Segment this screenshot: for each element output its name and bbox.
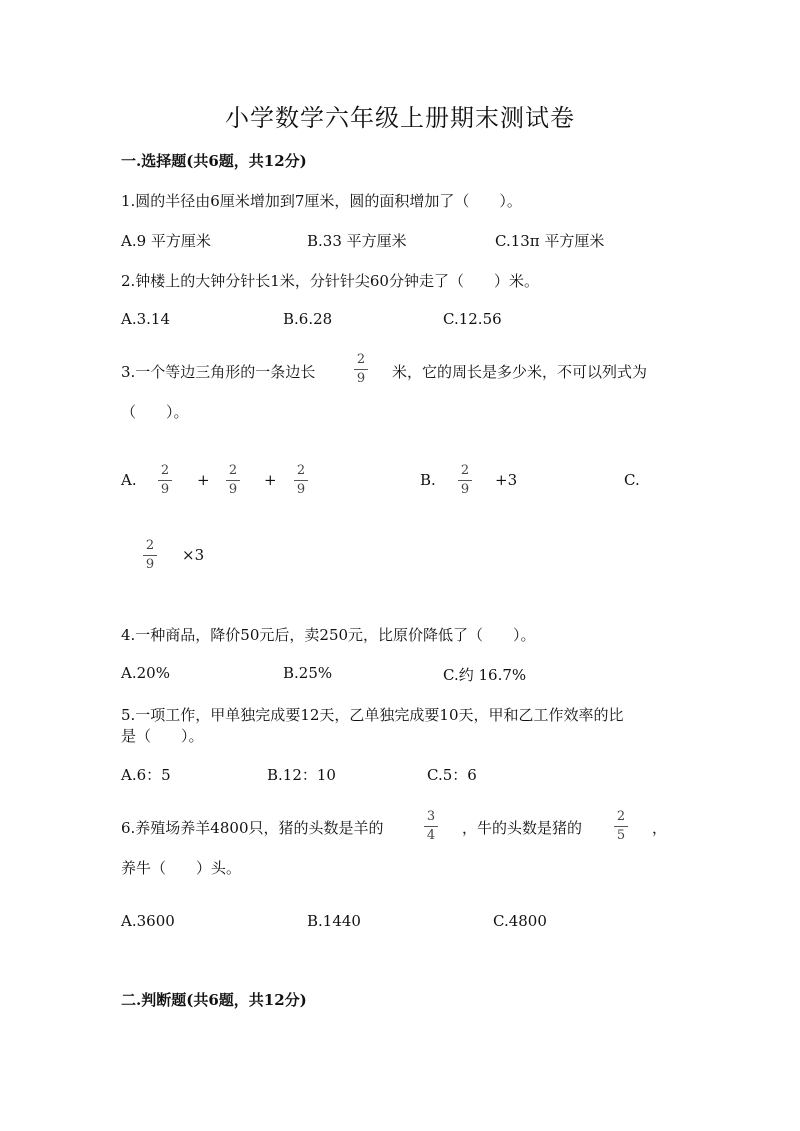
fraction-numerator: 2 — [145, 538, 155, 553]
fraction-numerator: 2 — [460, 463, 470, 478]
fraction-numerator: 2 — [228, 463, 238, 478]
question-6-text-end: ， — [652, 819, 668, 837]
page-title: 小学数学六年级上册期末测试卷 — [225, 104, 575, 132]
q4-option-a: A.20% — [121, 664, 170, 682]
q1-option-c: C.13π 平方厘米 — [495, 232, 605, 250]
fraction-bar — [458, 480, 472, 481]
fraction-denominator: 9 — [145, 557, 155, 572]
q1-option-b: B.33 平方厘米 — [307, 232, 407, 250]
q3-option-c-tail: ×3 — [182, 546, 205, 564]
q5-option-a: A.6：5 — [121, 766, 171, 784]
q3-option-b-fraction — [458, 463, 472, 497]
fraction-bar — [226, 480, 240, 481]
fraction-numerator: 2 — [296, 463, 306, 478]
q3-fraction — [354, 352, 368, 386]
q3-option-a-fraction-3 — [294, 463, 308, 497]
q6-option-a: A.3600 — [121, 912, 175, 930]
section-heading-choice: 一.选择题(共6题，共12分) — [121, 152, 307, 170]
fraction-bar — [614, 826, 628, 827]
fraction-bar — [294, 480, 308, 481]
question-5-line-1: 5.一项工作，甲单独完成要12天，乙单独完成要10天，甲和乙工作效率的比 — [121, 706, 624, 724]
fraction-numerator: 2 — [160, 463, 170, 478]
question-3-text-after: 米，它的周长是多少米，不可以列式为 — [392, 363, 648, 381]
q1-option-a: A.9 平方厘米 — [121, 232, 211, 250]
q2-option-b: B.6.28 — [283, 310, 333, 328]
q6-fraction-sheep — [424, 809, 438, 843]
q4-option-b: B.25% — [283, 664, 333, 682]
question-6-text-mid: ，牛的头数是猪的 — [462, 819, 583, 837]
q4-option-c: C.约 16.7% — [443, 666, 527, 684]
fraction-denominator: 4 — [426, 828, 436, 843]
fraction-bar — [424, 826, 438, 827]
question-6-line-2: 养牛（ ）头。 — [121, 859, 242, 877]
question-1: 1.圆的半径由6厘米增加到7厘米，圆的面积增加了（ ）。 — [121, 192, 522, 210]
fraction-numerator: 2 — [616, 809, 626, 824]
q6-option-c: C.4800 — [493, 912, 547, 930]
q5-option-b: B.12：10 — [267, 766, 336, 784]
fraction-bar — [354, 369, 368, 370]
plus-sign: + — [264, 471, 277, 489]
q3-option-c-fraction — [143, 538, 157, 572]
section-heading-judgment: 二.判断题(共6题，共12分) — [121, 991, 307, 1009]
q3-option-b-label: B. — [420, 471, 436, 489]
question-3-text-before: 3.一个等边三角形的一条边长 — [121, 363, 316, 381]
q3-option-c-label: C. — [624, 471, 640, 489]
question-6-text-before: 6.养殖场养羊4800只，猪的头数是羊的 — [121, 819, 384, 837]
q2-option-a: A.3.14 — [121, 310, 170, 328]
fraction-denominator: 9 — [160, 482, 170, 497]
q6-fraction-pig — [614, 809, 628, 843]
question-5-line-2: 是（ ）。 — [121, 727, 204, 745]
fraction-denominator: 9 — [356, 371, 366, 386]
q5-option-c: C.5：6 — [427, 766, 477, 784]
q6-option-b: B.1440 — [307, 912, 361, 930]
fraction-bar — [143, 555, 157, 556]
fraction-denominator: 5 — [616, 828, 626, 843]
fraction-denominator: 9 — [296, 482, 306, 497]
fraction-denominator: 9 — [228, 482, 238, 497]
q3-option-a-fraction-2 — [226, 463, 240, 497]
question-2: 2.钟楼上的大钟分针长1米，分针针尖60分钟走了（ ）米。 — [121, 272, 539, 290]
question-4: 4.一种商品，降价50元后，卖250元，比原价降低了（ ）。 — [121, 626, 536, 644]
q3-option-a-label: A. — [121, 471, 137, 489]
q3-option-b-tail: +3 — [495, 471, 518, 489]
q3-option-a-fraction-1 — [158, 463, 172, 497]
plus-sign: + — [197, 471, 210, 489]
q2-option-c: C.12.56 — [443, 310, 502, 328]
fraction-denominator: 9 — [460, 482, 470, 497]
fraction-numerator: 3 — [426, 809, 436, 824]
fraction-numerator: 2 — [356, 352, 366, 367]
fraction-bar — [158, 480, 172, 481]
question-3-blank-line: （ ）。 — [121, 403, 189, 421]
